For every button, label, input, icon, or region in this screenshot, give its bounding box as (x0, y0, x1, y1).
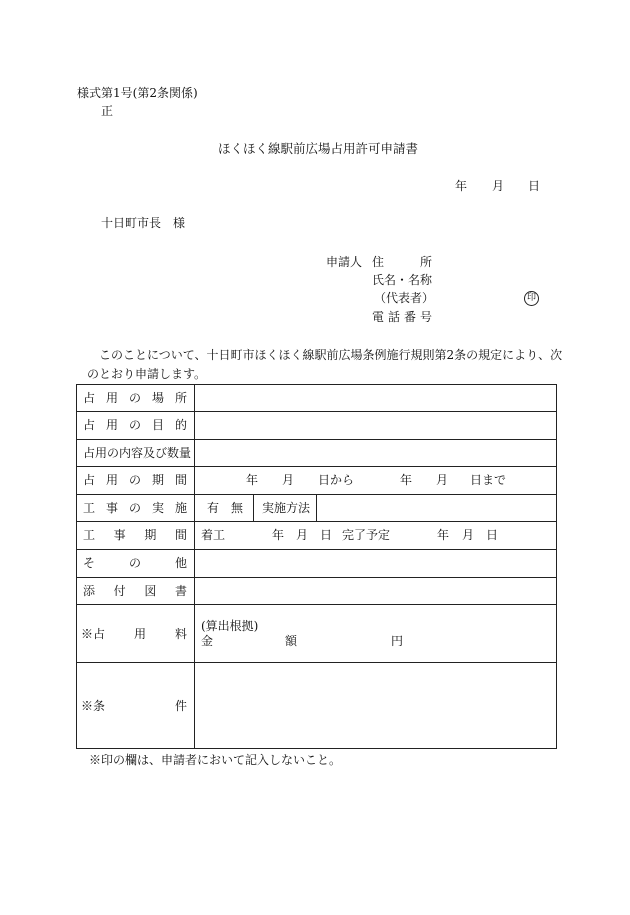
construction-end-day: 日 (486, 528, 499, 542)
construction-start-day: 日 (320, 528, 333, 542)
date-day: 日 (528, 179, 541, 193)
construction-start-label: 着工 (201, 528, 226, 542)
construction-yes: 有 (207, 501, 220, 515)
period-month-1: 月 (282, 473, 295, 487)
period-year-1: 年 (246, 473, 259, 487)
representative-label: （代表者） (374, 291, 435, 305)
construction-no: 無 (231, 501, 244, 515)
row-label-conditions: ※条 件 (81, 699, 187, 713)
period-day-until: 日まで (470, 473, 507, 487)
row-label-construction-period: 工 事 期 間 (83, 528, 187, 542)
construction-start-year: 年 (272, 528, 285, 542)
intro-line-2: のとおり申請します。 (87, 367, 207, 381)
document-title: ほくほく線駅前広場占用許可申請書 (218, 141, 419, 156)
row-label-occupancy-content: 占用の内容及び数量 (83, 446, 192, 460)
fee-basis-label: (算出根拠) (201, 619, 259, 633)
construction-start-month: 月 (296, 528, 309, 542)
addressee: 十日町市長 様 (101, 216, 186, 230)
construction-completion-label: 完了予定 (342, 528, 391, 542)
row-label-other: そ の 他 (83, 556, 187, 570)
row-label-occupancy-purpose: 占 用 の 目 的 (83, 418, 187, 432)
fee-yen-unit: 円 (391, 634, 404, 648)
period-year-2: 年 (400, 473, 413, 487)
seal-mark: 印 (524, 291, 539, 306)
row-label-occupancy-fee: ※占 用 料 (81, 627, 187, 641)
form-number: 様式第1号(第2条関係) (77, 86, 198, 100)
construction-method-label: 実施方法 (262, 501, 311, 515)
footnote: ※印の欄は、申請者において記入しないこと。 (89, 753, 342, 767)
address-label: 住 所 (372, 255, 432, 269)
row-label-occupancy-location: 占 用 の 場 所 (83, 391, 187, 405)
applicant-label: 申請人 (326, 255, 363, 269)
fee-amount-label: 金 額 (201, 634, 297, 648)
phone-label: 電 話 番 号 (372, 310, 432, 324)
row-label-construction: 工 事 の 実 施 (83, 501, 187, 515)
period-day-from: 日から (318, 473, 355, 487)
period-month-2: 月 (436, 473, 449, 487)
construction-end-month: 月 (462, 528, 475, 542)
date-year: 年 (455, 179, 468, 193)
copy-mark: 正 (101, 104, 114, 118)
construction-end-year: 年 (437, 528, 450, 542)
date-month: 月 (492, 179, 505, 193)
name-label: 氏名・名称 (372, 273, 433, 287)
application-table (76, 384, 557, 749)
row-label-attached-drawings: 添 付 図 書 (83, 584, 187, 598)
row-label-occupancy-period: 占 用 の 期 間 (83, 473, 187, 487)
intro-line-1: このことについて、十日町市ほくほく線駅前広場条例施行規則第2条の規定により、次 (99, 348, 563, 362)
